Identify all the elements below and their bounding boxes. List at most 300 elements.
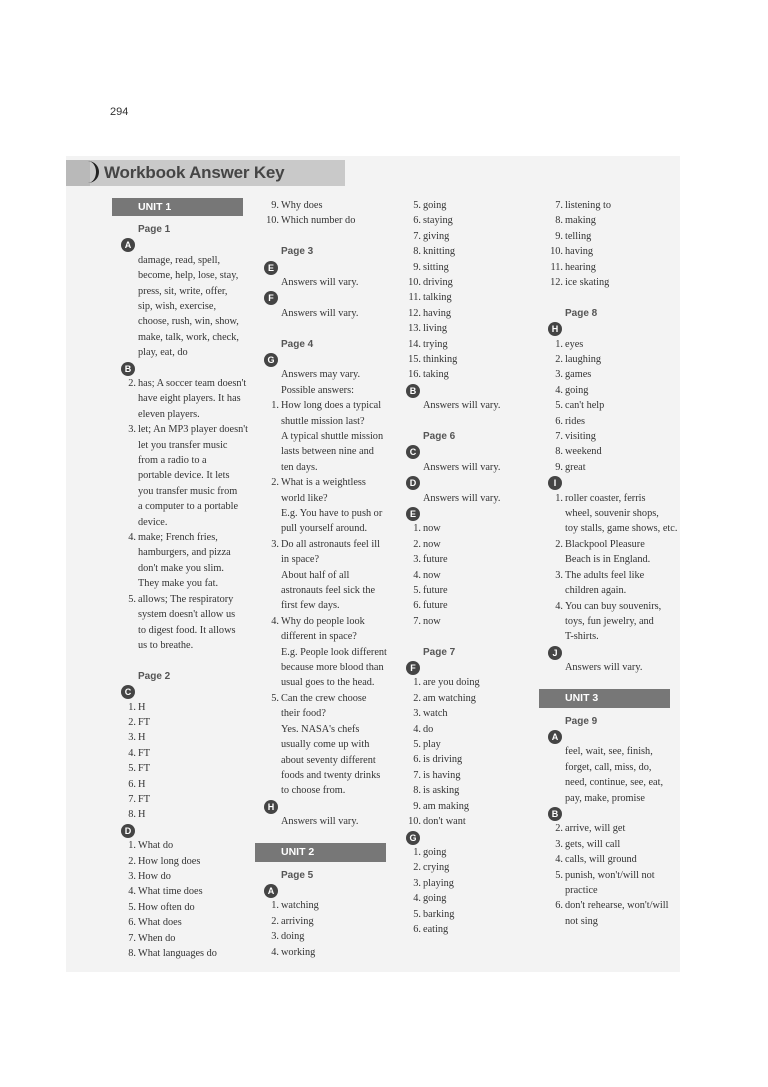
item-text: thinking <box>423 354 458 366</box>
exercise-badge-row <box>547 321 687 336</box>
exercise-badge-row <box>263 260 403 275</box>
item-text: going <box>423 200 447 211</box>
answer-item <box>405 722 545 737</box>
item-text: laughing <box>565 354 602 366</box>
item-text: future <box>423 554 448 566</box>
item-number: 5. <box>128 901 136 913</box>
item-text: Can the crew choose their food? Yes. NASA's chefs usually come up with about seventy different foods and twenty drinks to choose from. <box>281 692 381 797</box>
page-heading: Page 1 <box>138 224 171 235</box>
item-text: is having <box>423 769 461 781</box>
unit-header: UNIT 1 <box>112 198 243 216</box>
answer-item <box>405 598 545 613</box>
answer-item <box>547 568 687 599</box>
answer-item <box>405 845 545 860</box>
item-number: 4. <box>555 600 563 612</box>
item-text: ice skating <box>565 277 610 289</box>
page-heading: Page 2 <box>138 670 171 682</box>
item-text: let; An MP3 player doesn't let you transfer music from a radio to a portable device. It lets you transfer music from a computer to a portable device. <box>138 424 248 528</box>
item-number: 16. <box>408 369 421 381</box>
answer-item <box>263 475 403 537</box>
item-number: 2. <box>128 716 136 728</box>
answer-text: damage, read, spell, become, help, lose, stay, press, sit, write, offer, sip, wish, exercise, choose, rush, win, show, make, talk, work, check, play, eat, do <box>138 254 239 359</box>
answer-item <box>120 854 260 869</box>
item-number: 1. <box>271 900 279 912</box>
item-number: 1. <box>555 492 563 504</box>
item-text: FT <box>138 747 151 759</box>
item-text: doing <box>281 931 305 943</box>
exercise-badge-row <box>547 645 687 660</box>
item-number: 5. <box>413 739 421 751</box>
item-text: now <box>423 523 441 535</box>
answer-item <box>547 383 687 398</box>
answer-item <box>405 583 545 598</box>
answer-item <box>120 700 260 715</box>
item-text: now <box>423 538 441 550</box>
item-text: punish, won't/will not practice <box>565 869 655 896</box>
exercise-badge: C <box>406 445 420 459</box>
page-heading: Page 8 <box>565 307 598 319</box>
item-number: 1. <box>413 846 421 858</box>
item-text: Blackpool Pleasure Beach is in England. <box>565 538 651 566</box>
exercise-badge: F <box>264 291 278 305</box>
item-number: 9. <box>413 800 421 812</box>
item-text: H <box>138 809 146 821</box>
exercise-badge-row <box>405 506 545 521</box>
answer-text: Answers will vary. <box>281 307 359 319</box>
item-number: 9. <box>271 200 279 211</box>
exercise-badge-row <box>263 799 403 814</box>
item-number: 3. <box>128 424 136 436</box>
item-number: 4. <box>128 532 136 544</box>
item-text: having <box>565 246 594 258</box>
item-number: 8. <box>128 947 136 959</box>
answer-text: Answers will vary. <box>281 276 359 288</box>
item-text: What does <box>138 917 182 929</box>
item-number: 8. <box>413 785 421 797</box>
item-text: allows; The respiratory system doesn't allow us to digest food. It allows us to breathe. <box>138 593 236 651</box>
item-text: watch <box>423 708 448 720</box>
answer-item <box>405 891 545 906</box>
answer-item <box>263 691 403 799</box>
answer-item <box>405 568 545 583</box>
answer-item <box>120 838 260 853</box>
answer-item <box>263 945 403 960</box>
item-text: now <box>423 615 441 627</box>
item-text: future <box>423 585 448 597</box>
answer-item <box>120 946 260 961</box>
item-text: giving <box>423 230 450 242</box>
item-number: 15. <box>408 354 421 366</box>
answer-item <box>547 491 687 537</box>
answer-item <box>120 884 260 899</box>
answer-item <box>547 414 687 429</box>
answer-item <box>120 715 260 730</box>
item-text: Why does <box>281 200 323 211</box>
item-text: staying <box>423 215 453 227</box>
item-number: 6. <box>413 600 421 612</box>
answer-item <box>547 537 687 568</box>
item-text: going <box>565 384 589 396</box>
answer-item <box>547 898 687 929</box>
item-number: 3. <box>555 569 563 581</box>
exercise-badge-row <box>263 290 403 305</box>
item-text: do <box>423 723 434 735</box>
item-number: 1. <box>128 701 136 713</box>
item-text: sitting <box>423 261 449 273</box>
exercise-badge: D <box>406 476 420 490</box>
item-number: 4. <box>555 384 563 396</box>
answer-item <box>547 337 687 352</box>
answer-item <box>120 761 260 776</box>
item-number: 2. <box>555 354 563 366</box>
item-text: hearing <box>565 261 596 273</box>
item-text: eating <box>423 923 449 935</box>
answer-text: Answers will vary. <box>423 492 501 504</box>
section-title-bar <box>66 160 345 186</box>
item-text: are you doing <box>423 677 480 689</box>
item-number: 5. <box>413 585 421 597</box>
item-text: rides <box>565 415 586 427</box>
answer-item <box>547 821 687 836</box>
item-number: 6. <box>555 900 563 912</box>
answer-item <box>120 869 260 884</box>
column-1 <box>120 198 260 961</box>
answer-item <box>405 860 545 875</box>
item-text: What languages do <box>138 947 217 959</box>
item-text: crying <box>423 862 450 874</box>
item-number: 1. <box>555 338 563 350</box>
answer-item <box>120 792 260 807</box>
item-number: 3. <box>271 931 279 943</box>
item-number: 3. <box>128 870 136 882</box>
item-number: 12. <box>550 277 563 289</box>
item-number: 7. <box>128 793 136 805</box>
item-number: 10. <box>550 246 563 258</box>
page-heading: Page 5 <box>281 869 314 881</box>
item-number: 2. <box>128 855 136 867</box>
item-text: FT <box>138 763 151 775</box>
item-number: 1. <box>128 840 136 852</box>
answer-item <box>263 213 403 228</box>
unit-header: UNIT 3 <box>539 689 670 708</box>
answer-item <box>120 777 260 792</box>
answer-item <box>405 752 545 767</box>
item-number: 5. <box>555 400 563 412</box>
item-number: 5. <box>271 692 279 704</box>
answer-item <box>405 290 545 305</box>
answer-item <box>405 321 545 336</box>
item-text: trying <box>423 338 448 350</box>
answer-item <box>120 807 260 822</box>
item-text: knitting <box>423 246 456 258</box>
exercise-badge-row <box>405 660 545 675</box>
item-text: driving <box>423 277 453 289</box>
exercise-badge-row <box>405 383 545 398</box>
item-text: barking <box>423 908 455 920</box>
item-number: 7. <box>413 615 421 627</box>
item-number: 3. <box>128 732 136 744</box>
page-heading: Page 6 <box>423 431 456 443</box>
answer-item <box>120 592 260 654</box>
exercise-badge: A <box>264 884 278 898</box>
exercise-badge: G <box>406 831 420 845</box>
item-text: has; A soccer team doesn't have eight players. It has eleven players. <box>138 378 247 420</box>
answer-item <box>405 783 545 798</box>
item-text: make; French fries, hamburgers, and pizza don't make you slim. They make you fat. <box>138 532 231 590</box>
item-text: roller coaster, ferris wheel, souvenir shops, toy stalls, game shows, etc. <box>565 492 678 535</box>
item-number: 10. <box>408 277 421 289</box>
answer-item <box>405 552 545 567</box>
answer-item <box>405 691 545 706</box>
item-number: 4. <box>413 893 421 905</box>
item-text: How long does <box>138 855 201 867</box>
exercise-badge: F <box>406 661 420 675</box>
item-number: 6. <box>413 754 421 766</box>
item-number: 4. <box>555 854 563 866</box>
answer-item <box>263 614 403 691</box>
item-number: 2. <box>555 823 563 835</box>
answer-item <box>405 737 545 752</box>
item-text: gets, will call <box>565 838 621 850</box>
item-text: play <box>423 739 441 751</box>
item-number: 3. <box>555 369 563 381</box>
exercise-badge-row <box>120 823 260 838</box>
answer-item <box>405 198 545 213</box>
item-text: don't want <box>423 816 466 828</box>
exercise-badge: B <box>406 384 420 398</box>
item-text: What time does <box>138 886 203 898</box>
column-3 <box>405 198 545 937</box>
item-number: 7. <box>555 431 563 443</box>
item-text: working <box>281 946 316 958</box>
page-heading: Page 3 <box>281 246 314 258</box>
item-text: am making <box>423 800 470 812</box>
item-number: 5. <box>555 869 563 881</box>
answer-item <box>120 931 260 946</box>
answer-item <box>120 530 260 592</box>
exercise-badge-row <box>263 352 403 367</box>
answer-item <box>547 444 687 459</box>
item-text: watching <box>281 900 319 912</box>
exercise-badge: H <box>264 800 278 814</box>
item-number: 2. <box>413 862 421 874</box>
item-text: future <box>423 600 448 612</box>
answer-item <box>263 898 403 913</box>
item-text: arriving <box>281 915 314 927</box>
item-text: H <box>138 778 146 790</box>
item-text: FT <box>138 793 151 805</box>
exercise-badge-row <box>120 237 260 252</box>
item-number: 2. <box>271 915 279 927</box>
answer-item <box>547 868 687 899</box>
page-heading: Page 9 <box>565 715 598 727</box>
item-number: 6. <box>413 923 421 935</box>
item-number: 2. <box>128 378 136 390</box>
item-number: 5. <box>128 763 136 775</box>
item-text: visiting <box>565 431 596 443</box>
answer-text: Answers will vary. <box>565 662 643 674</box>
answer-text: Answers may vary. Possible answers: <box>281 369 361 396</box>
item-number: 10. <box>408 816 421 828</box>
item-number: 1. <box>413 523 421 535</box>
answer-text: Answers will vary. <box>281 816 359 828</box>
answer-item <box>405 367 545 382</box>
item-text: What do <box>138 840 174 852</box>
answer-text: Answers will vary. <box>423 400 501 412</box>
item-number: 13. <box>408 323 421 335</box>
item-text: am watching <box>423 692 476 704</box>
item-number: 5. <box>128 593 136 605</box>
unit-header: UNIT 2 <box>255 843 386 862</box>
item-text: listening to <box>565 200 612 211</box>
answer-item <box>547 429 687 444</box>
answer-item <box>547 229 687 244</box>
item-text: making <box>565 215 596 227</box>
answer-item <box>405 814 545 829</box>
item-number: 9. <box>555 461 563 473</box>
answer-item <box>120 376 260 422</box>
answer-item <box>120 900 260 915</box>
exercise-badge: E <box>264 261 278 275</box>
item-number: 3. <box>555 838 563 850</box>
exercise-badge: H <box>548 322 562 336</box>
item-text: going <box>423 846 447 858</box>
item-text: great <box>565 461 586 473</box>
exercise-badge-row <box>120 361 260 376</box>
answer-item <box>547 244 687 259</box>
item-text: The adults feel like children again. <box>565 569 645 597</box>
item-number: 8. <box>413 246 421 258</box>
section-title: Workbook Answer Key <box>104 163 285 182</box>
item-text: FT <box>138 716 151 728</box>
item-number: 5. <box>413 908 421 920</box>
item-number: 4. <box>271 615 279 627</box>
page-heading: Page 4 <box>281 338 314 350</box>
column-4 <box>547 198 687 929</box>
exercise-badge: G <box>264 353 278 367</box>
item-number: 2. <box>271 477 279 489</box>
item-number: 5. <box>413 200 421 211</box>
item-number: 2. <box>413 692 421 704</box>
answer-item <box>405 614 545 629</box>
answer-item <box>405 229 545 244</box>
exercise-badge-row <box>120 684 260 699</box>
item-text: is driving <box>423 754 463 766</box>
item-number: 7. <box>128 932 136 944</box>
item-text: don't rehearse, won't/will not sing <box>565 900 669 927</box>
item-number: 11. <box>408 292 421 304</box>
item-text: When do <box>138 932 176 944</box>
item-text: You can buy souvenirs, toys, fun jewelry, and T-shirts. <box>565 600 662 643</box>
item-number: 12. <box>408 307 421 319</box>
exercise-badge: J <box>548 646 562 660</box>
item-number: 8. <box>555 446 563 458</box>
item-number: 4. <box>413 569 421 581</box>
item-number: 9. <box>413 261 421 273</box>
item-number: 4. <box>271 946 279 958</box>
answer-item <box>263 914 403 929</box>
item-text: playing <box>423 877 454 889</box>
bracket-icon <box>80 161 99 183</box>
answer-item <box>547 599 687 645</box>
answer-item <box>547 213 687 228</box>
item-text: taking <box>423 369 449 381</box>
exercise-badge: I <box>548 476 562 490</box>
item-number: 6. <box>128 778 136 790</box>
item-text: having <box>423 307 452 319</box>
item-number: 7. <box>413 769 421 781</box>
exercise-badge: C <box>121 685 135 699</box>
item-text: games <box>565 369 592 381</box>
page-heading: Page 7 <box>423 646 456 658</box>
exercise-badge-row <box>405 475 545 490</box>
exercise-badge: B <box>548 807 562 821</box>
item-number: 8. <box>555 215 563 227</box>
answer-item <box>405 876 545 891</box>
item-number: 4. <box>128 747 136 759</box>
answer-item <box>405 706 545 721</box>
answer-item <box>547 352 687 367</box>
answer-item <box>120 730 260 745</box>
item-number: 6. <box>128 917 136 929</box>
item-text: telling <box>565 230 592 242</box>
answer-item <box>405 922 545 937</box>
answer-item <box>547 275 687 290</box>
answer-item <box>263 537 403 614</box>
exercise-badge: A <box>121 238 135 252</box>
item-number: 7. <box>413 230 421 242</box>
item-number: 3. <box>271 538 279 550</box>
item-number: 4. <box>413 723 421 735</box>
item-number: 10. <box>266 215 279 227</box>
exercise-badge: D <box>121 824 135 838</box>
answer-item <box>405 275 545 290</box>
answer-item <box>405 675 545 690</box>
answer-item <box>405 521 545 536</box>
item-text: Do all astronauts feel ill in space? About half of all astronauts feel sick the first few days. <box>281 538 380 612</box>
item-number: 6. <box>413 215 421 227</box>
answer-item <box>405 799 545 814</box>
exercise-badge-row <box>263 883 403 898</box>
item-number: 9. <box>555 230 563 242</box>
item-text: living <box>423 323 448 335</box>
item-number: 3. <box>413 708 421 720</box>
answer-item <box>263 398 403 475</box>
answer-text: feel, wait, see, finish, forget, call, miss, do, need, continue, see, eat, pay, make, promise <box>565 746 664 804</box>
answer-item <box>405 907 545 922</box>
answer-item <box>405 768 545 783</box>
exercise-badge-row <box>405 830 545 845</box>
item-number: 6. <box>555 415 563 427</box>
answer-item <box>547 852 687 867</box>
answer-item <box>405 337 545 352</box>
item-text: arrive, will get <box>565 823 626 835</box>
answer-item <box>405 244 545 259</box>
answer-item <box>120 746 260 761</box>
answer-item <box>263 929 403 944</box>
item-number: 14. <box>408 338 421 350</box>
item-number: 1. <box>271 400 279 412</box>
answer-item <box>547 837 687 852</box>
column-2 <box>263 198 403 960</box>
exercise-badge-row <box>405 444 545 459</box>
answer-item <box>547 198 687 213</box>
item-number: 3. <box>413 554 421 566</box>
answer-item <box>547 260 687 275</box>
exercise-badge: E <box>406 507 420 521</box>
item-text: can't help <box>565 400 605 412</box>
exercise-badge-row <box>547 475 687 490</box>
